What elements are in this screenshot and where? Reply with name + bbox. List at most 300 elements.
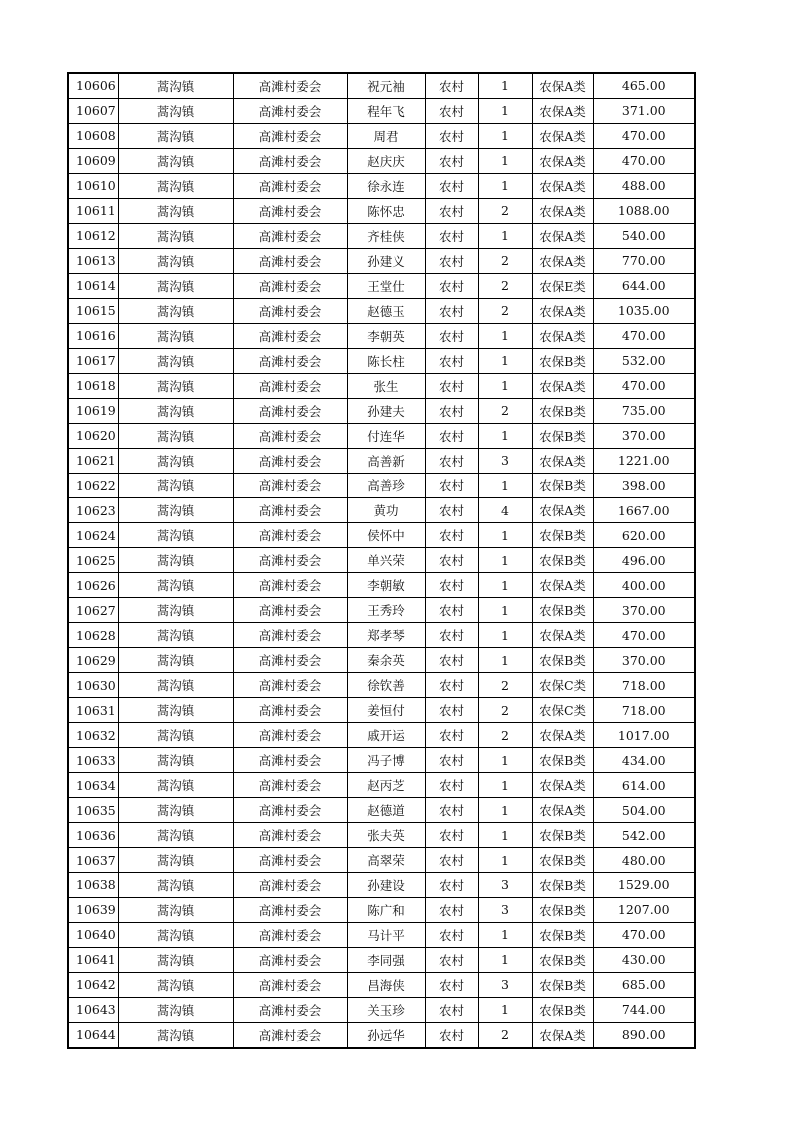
town-cell: 蒿沟镇 <box>118 273 233 298</box>
household-size-cell: 1 <box>478 123 532 148</box>
table-row <box>68 897 695 922</box>
table-row <box>68 773 695 798</box>
town-cell: 蒿沟镇 <box>118 223 233 248</box>
amount-cell: 430.00 <box>593 947 695 972</box>
area-type-cell: 农村 <box>425 598 478 623</box>
town-cell: 蒿沟镇 <box>118 972 233 997</box>
household-size-cell: 1 <box>478 223 532 248</box>
category-cell: 农保A类 <box>532 223 593 248</box>
category-cell: 农保A类 <box>532 73 593 98</box>
household-size-cell: 2 <box>478 698 532 723</box>
name-cell: 单兴荣 <box>347 548 425 573</box>
village-cell: 高滩村委会 <box>233 323 347 348</box>
household-size-cell: 3 <box>478 873 532 898</box>
name-cell: 徐钦善 <box>347 673 425 698</box>
village-cell: 高滩村委会 <box>233 972 347 997</box>
household-size-cell: 1 <box>478 373 532 398</box>
household-size-cell: 2 <box>478 398 532 423</box>
category-cell: 农保A类 <box>532 623 593 648</box>
household-size-cell: 1 <box>478 323 532 348</box>
name-cell: 程年飞 <box>347 98 425 123</box>
area-type-cell: 农村 <box>425 922 478 947</box>
table-row <box>68 823 695 848</box>
area-type-cell: 农村 <box>425 997 478 1022</box>
village-cell: 高滩村委会 <box>233 348 347 373</box>
category-cell: 农保B类 <box>532 648 593 673</box>
id-cell: 10612 <box>68 223 118 248</box>
id-cell: 10633 <box>68 748 118 773</box>
table-row <box>68 198 695 223</box>
household-size-cell: 4 <box>478 498 532 523</box>
name-cell: 王秀玲 <box>347 598 425 623</box>
village-cell: 高滩村委会 <box>233 873 347 898</box>
table-row <box>68 423 695 448</box>
area-type-cell: 农村 <box>425 897 478 922</box>
area-type-cell: 农村 <box>425 148 478 173</box>
village-cell: 高滩村委会 <box>233 897 347 922</box>
town-cell: 蒿沟镇 <box>118 248 233 273</box>
id-cell: 10608 <box>68 123 118 148</box>
town-cell: 蒿沟镇 <box>118 823 233 848</box>
id-cell: 10616 <box>68 323 118 348</box>
village-cell: 高滩村委会 <box>233 423 347 448</box>
amount-cell: 718.00 <box>593 698 695 723</box>
household-size-cell: 1 <box>478 423 532 448</box>
village-cell: 高滩村委会 <box>233 623 347 648</box>
category-cell: 农保A类 <box>532 498 593 523</box>
amount-cell: 718.00 <box>593 673 695 698</box>
table-row <box>68 248 695 273</box>
household-size-cell: 1 <box>478 947 532 972</box>
area-type-cell: 农村 <box>425 173 478 198</box>
village-cell: 高滩村委会 <box>233 298 347 323</box>
category-cell: 农保B类 <box>532 848 593 873</box>
name-cell: 王堂仕 <box>347 273 425 298</box>
area-type-cell: 农村 <box>425 873 478 898</box>
household-size-cell: 1 <box>478 98 532 123</box>
category-cell: 农保C类 <box>532 698 593 723</box>
id-cell: 10625 <box>68 548 118 573</box>
town-cell: 蒿沟镇 <box>118 997 233 1022</box>
area-type-cell: 农村 <box>425 73 478 98</box>
table-row <box>68 598 695 623</box>
household-size-cell: 2 <box>478 673 532 698</box>
village-cell: 高滩村委会 <box>233 922 347 947</box>
name-cell: 昌海侠 <box>347 972 425 997</box>
amount-cell: 470.00 <box>593 148 695 173</box>
table-row <box>68 1022 695 1047</box>
town-cell: 蒿沟镇 <box>118 448 233 473</box>
name-cell: 张夫英 <box>347 823 425 848</box>
table-row <box>68 997 695 1022</box>
name-cell: 侯怀中 <box>347 523 425 548</box>
area-type-cell: 农村 <box>425 548 478 573</box>
table-row <box>68 123 695 148</box>
town-cell: 蒿沟镇 <box>118 423 233 448</box>
amount-cell: 1207.00 <box>593 897 695 922</box>
id-cell: 10640 <box>68 922 118 947</box>
village-cell: 高滩村委会 <box>233 473 347 498</box>
name-cell: 郑孝琴 <box>347 623 425 648</box>
town-cell: 蒿沟镇 <box>118 73 233 98</box>
household-size-cell: 1 <box>478 548 532 573</box>
amount-cell: 470.00 <box>593 373 695 398</box>
table-row <box>68 972 695 997</box>
category-cell: 农保A类 <box>532 448 593 473</box>
category-cell: 农保B类 <box>532 473 593 498</box>
amount-cell: 470.00 <box>593 323 695 348</box>
name-cell: 冯子博 <box>347 748 425 773</box>
town-cell: 蒿沟镇 <box>118 748 233 773</box>
category-cell: 农保A类 <box>532 773 593 798</box>
village-cell: 高滩村委会 <box>233 523 347 548</box>
category-cell: 农保B类 <box>532 523 593 548</box>
name-cell: 付连华 <box>347 423 425 448</box>
area-type-cell: 农村 <box>425 198 478 223</box>
amount-cell: 685.00 <box>593 972 695 997</box>
area-type-cell: 农村 <box>425 398 478 423</box>
household-size-cell: 1 <box>478 748 532 773</box>
village-cell: 高滩村委会 <box>233 848 347 873</box>
village-cell: 高滩村委会 <box>233 673 347 698</box>
town-cell: 蒿沟镇 <box>118 1022 233 1047</box>
area-type-cell: 农村 <box>425 648 478 673</box>
table-row <box>68 922 695 947</box>
area-type-cell: 农村 <box>425 523 478 548</box>
table-row <box>68 848 695 873</box>
category-cell: 农保B类 <box>532 972 593 997</box>
area-type-cell: 农村 <box>425 223 478 248</box>
amount-cell: 532.00 <box>593 348 695 373</box>
village-cell: 高滩村委会 <box>233 748 347 773</box>
area-type-cell: 农村 <box>425 423 478 448</box>
village-cell: 高滩村委会 <box>233 198 347 223</box>
name-cell: 祝元袖 <box>347 73 425 98</box>
amount-cell: 1667.00 <box>593 498 695 523</box>
amount-cell: 540.00 <box>593 223 695 248</box>
id-cell: 10623 <box>68 498 118 523</box>
village-cell: 高滩村委会 <box>233 173 347 198</box>
table-row <box>68 373 695 398</box>
id-cell: 10626 <box>68 573 118 598</box>
name-cell: 赵德玉 <box>347 298 425 323</box>
household-size-cell: 1 <box>478 173 532 198</box>
category-cell: 农保A类 <box>532 298 593 323</box>
table-row <box>68 723 695 748</box>
village-cell: 高滩村委会 <box>233 573 347 598</box>
amount-cell: 644.00 <box>593 273 695 298</box>
village-cell: 高滩村委会 <box>233 723 347 748</box>
name-cell: 孙远华 <box>347 1022 425 1047</box>
household-size-cell: 3 <box>478 972 532 997</box>
table-row <box>68 623 695 648</box>
table-body <box>68 73 695 1048</box>
name-cell: 齐桂侠 <box>347 223 425 248</box>
category-cell: 农保E类 <box>532 273 593 298</box>
town-cell: 蒿沟镇 <box>118 323 233 348</box>
household-size-cell: 1 <box>478 573 532 598</box>
area-type-cell: 农村 <box>425 798 478 823</box>
amount-cell: 496.00 <box>593 548 695 573</box>
town-cell: 蒿沟镇 <box>118 848 233 873</box>
village-cell: 高滩村委会 <box>233 148 347 173</box>
household-size-cell: 2 <box>478 723 532 748</box>
household-size-cell: 1 <box>478 523 532 548</box>
village-cell: 高滩村委会 <box>233 398 347 423</box>
village-cell: 高滩村委会 <box>233 248 347 273</box>
area-type-cell: 农村 <box>425 773 478 798</box>
household-size-cell: 1 <box>478 73 532 98</box>
name-cell: 戚开运 <box>347 723 425 748</box>
town-cell: 蒿沟镇 <box>118 623 233 648</box>
household-size-cell: 1 <box>478 648 532 673</box>
village-cell: 高滩村委会 <box>233 648 347 673</box>
name-cell: 高翠荣 <box>347 848 425 873</box>
household-size-cell: 3 <box>478 897 532 922</box>
id-cell: 10607 <box>68 98 118 123</box>
name-cell: 孙建设 <box>347 873 425 898</box>
table-row <box>68 648 695 673</box>
amount-cell: 1017.00 <box>593 723 695 748</box>
household-size-cell: 1 <box>478 623 532 648</box>
area-type-cell: 农村 <box>425 1022 478 1047</box>
category-cell: 农保B类 <box>532 897 593 922</box>
table-row <box>68 173 695 198</box>
village-cell: 高滩村委会 <box>233 123 347 148</box>
table-row <box>68 148 695 173</box>
name-cell: 孙建夫 <box>347 398 425 423</box>
id-cell: 10638 <box>68 873 118 898</box>
table-row <box>68 798 695 823</box>
table-row <box>68 223 695 248</box>
village-cell: 高滩村委会 <box>233 223 347 248</box>
name-cell: 姜恒付 <box>347 698 425 723</box>
area-type-cell: 农村 <box>425 448 478 473</box>
name-cell: 周君 <box>347 123 425 148</box>
village-cell: 高滩村委会 <box>233 947 347 972</box>
household-size-cell: 1 <box>478 798 532 823</box>
amount-cell: 770.00 <box>593 248 695 273</box>
category-cell: 农保A类 <box>532 123 593 148</box>
area-type-cell: 农村 <box>425 723 478 748</box>
table-row <box>68 473 695 498</box>
category-cell: 农保A类 <box>532 798 593 823</box>
name-cell: 陈怀忠 <box>347 198 425 223</box>
name-cell: 陈长柱 <box>347 348 425 373</box>
name-cell: 徐永连 <box>347 173 425 198</box>
category-cell: 农保B类 <box>532 348 593 373</box>
id-cell: 10636 <box>68 823 118 848</box>
table-row <box>68 298 695 323</box>
id-cell: 10606 <box>68 73 118 98</box>
name-cell: 赵德道 <box>347 798 425 823</box>
category-cell: 农保B类 <box>532 823 593 848</box>
town-cell: 蒿沟镇 <box>118 148 233 173</box>
table-row <box>68 873 695 898</box>
id-cell: 10622 <box>68 473 118 498</box>
table-row <box>68 348 695 373</box>
household-size-cell: 2 <box>478 273 532 298</box>
id-cell: 10644 <box>68 1022 118 1047</box>
id-cell: 10621 <box>68 448 118 473</box>
household-size-cell: 1 <box>478 773 532 798</box>
village-cell: 高滩村委会 <box>233 1022 347 1047</box>
name-cell: 高善新 <box>347 448 425 473</box>
village-cell: 高滩村委会 <box>233 498 347 523</box>
name-cell: 关玉珍 <box>347 997 425 1022</box>
id-cell: 10617 <box>68 348 118 373</box>
amount-cell: 371.00 <box>593 98 695 123</box>
category-cell: 农保B类 <box>532 922 593 947</box>
amount-cell: 398.00 <box>593 473 695 498</box>
household-size-cell: 1 <box>478 598 532 623</box>
amount-cell: 1088.00 <box>593 198 695 223</box>
name-cell: 马计平 <box>347 922 425 947</box>
town-cell: 蒿沟镇 <box>118 523 233 548</box>
area-type-cell: 农村 <box>425 748 478 773</box>
name-cell: 陈广和 <box>347 897 425 922</box>
id-cell: 10620 <box>68 423 118 448</box>
town-cell: 蒿沟镇 <box>118 123 233 148</box>
id-cell: 10627 <box>68 598 118 623</box>
id-cell: 10614 <box>68 273 118 298</box>
household-size-cell: 2 <box>478 1022 532 1047</box>
name-cell: 赵丙芝 <box>347 773 425 798</box>
amount-cell: 542.00 <box>593 823 695 848</box>
amount-cell: 400.00 <box>593 573 695 598</box>
category-cell: 农保B类 <box>532 947 593 972</box>
village-cell: 高滩村委会 <box>233 997 347 1022</box>
town-cell: 蒿沟镇 <box>118 698 233 723</box>
area-type-cell: 农村 <box>425 298 478 323</box>
table-row <box>68 98 695 123</box>
area-type-cell: 农村 <box>425 123 478 148</box>
id-cell: 10611 <box>68 198 118 223</box>
beneficiary-table <box>67 72 696 1049</box>
id-cell: 10610 <box>68 173 118 198</box>
table-row <box>68 323 695 348</box>
household-size-cell: 1 <box>478 348 532 373</box>
town-cell: 蒿沟镇 <box>118 498 233 523</box>
id-cell: 10639 <box>68 897 118 922</box>
amount-cell: 470.00 <box>593 922 695 947</box>
category-cell: 农保B类 <box>532 598 593 623</box>
amount-cell: 620.00 <box>593 523 695 548</box>
household-size-cell: 1 <box>478 997 532 1022</box>
amount-cell: 614.00 <box>593 773 695 798</box>
id-cell: 10635 <box>68 798 118 823</box>
household-size-cell: 1 <box>478 922 532 947</box>
village-cell: 高滩村委会 <box>233 448 347 473</box>
amount-cell: 470.00 <box>593 623 695 648</box>
category-cell: 农保A类 <box>532 1022 593 1047</box>
town-cell: 蒿沟镇 <box>118 173 233 198</box>
area-type-cell: 农村 <box>425 673 478 698</box>
amount-cell: 370.00 <box>593 423 695 448</box>
table-row <box>68 748 695 773</box>
town-cell: 蒿沟镇 <box>118 598 233 623</box>
area-type-cell: 农村 <box>425 98 478 123</box>
category-cell: 农保A类 <box>532 173 593 198</box>
table-row <box>68 398 695 423</box>
name-cell: 秦余英 <box>347 648 425 673</box>
amount-cell: 434.00 <box>593 748 695 773</box>
amount-cell: 470.00 <box>593 123 695 148</box>
name-cell: 李同强 <box>347 947 425 972</box>
table-row <box>68 273 695 298</box>
town-cell: 蒿沟镇 <box>118 373 233 398</box>
town-cell: 蒿沟镇 <box>118 648 233 673</box>
amount-cell: 1221.00 <box>593 448 695 473</box>
category-cell: 农保B类 <box>532 997 593 1022</box>
household-size-cell: 1 <box>478 473 532 498</box>
household-size-cell: 2 <box>478 248 532 273</box>
category-cell: 农保A类 <box>532 148 593 173</box>
category-cell: 农保A类 <box>532 198 593 223</box>
amount-cell: 480.00 <box>593 848 695 873</box>
village-cell: 高滩村委会 <box>233 373 347 398</box>
area-type-cell: 农村 <box>425 698 478 723</box>
table-row <box>68 498 695 523</box>
table-row <box>68 947 695 972</box>
area-type-cell: 农村 <box>425 323 478 348</box>
category-cell: 农保A类 <box>532 573 593 598</box>
area-type-cell: 农村 <box>425 248 478 273</box>
village-cell: 高滩村委会 <box>233 773 347 798</box>
id-cell: 10615 <box>68 298 118 323</box>
town-cell: 蒿沟镇 <box>118 198 233 223</box>
household-size-cell: 1 <box>478 148 532 173</box>
area-type-cell: 农村 <box>425 498 478 523</box>
town-cell: 蒿沟镇 <box>118 548 233 573</box>
town-cell: 蒿沟镇 <box>118 348 233 373</box>
area-type-cell: 农村 <box>425 348 478 373</box>
name-cell: 李朝敏 <box>347 573 425 598</box>
village-cell: 高滩村委会 <box>233 548 347 573</box>
town-cell: 蒿沟镇 <box>118 398 233 423</box>
id-cell: 10631 <box>68 698 118 723</box>
town-cell: 蒿沟镇 <box>118 573 233 598</box>
amount-cell: 465.00 <box>593 73 695 98</box>
table-row <box>68 548 695 573</box>
amount-cell: 370.00 <box>593 648 695 673</box>
table-row <box>68 698 695 723</box>
name-cell: 张生 <box>347 373 425 398</box>
id-cell: 10634 <box>68 773 118 798</box>
village-cell: 高滩村委会 <box>233 798 347 823</box>
category-cell: 农保B类 <box>532 548 593 573</box>
area-type-cell: 农村 <box>425 848 478 873</box>
town-cell: 蒿沟镇 <box>118 773 233 798</box>
id-cell: 10641 <box>68 947 118 972</box>
amount-cell: 735.00 <box>593 398 695 423</box>
id-cell: 10630 <box>68 673 118 698</box>
id-cell: 10618 <box>68 373 118 398</box>
town-cell: 蒿沟镇 <box>118 798 233 823</box>
village-cell: 高滩村委会 <box>233 823 347 848</box>
name-cell: 李朝英 <box>347 323 425 348</box>
amount-cell: 488.00 <box>593 173 695 198</box>
category-cell: 农保A类 <box>532 98 593 123</box>
area-type-cell: 农村 <box>425 823 478 848</box>
category-cell: 农保B类 <box>532 873 593 898</box>
id-cell: 10613 <box>68 248 118 273</box>
area-type-cell: 农村 <box>425 573 478 598</box>
village-cell: 高滩村委会 <box>233 598 347 623</box>
table-row <box>68 573 695 598</box>
amount-cell: 890.00 <box>593 1022 695 1047</box>
town-cell: 蒿沟镇 <box>118 298 233 323</box>
